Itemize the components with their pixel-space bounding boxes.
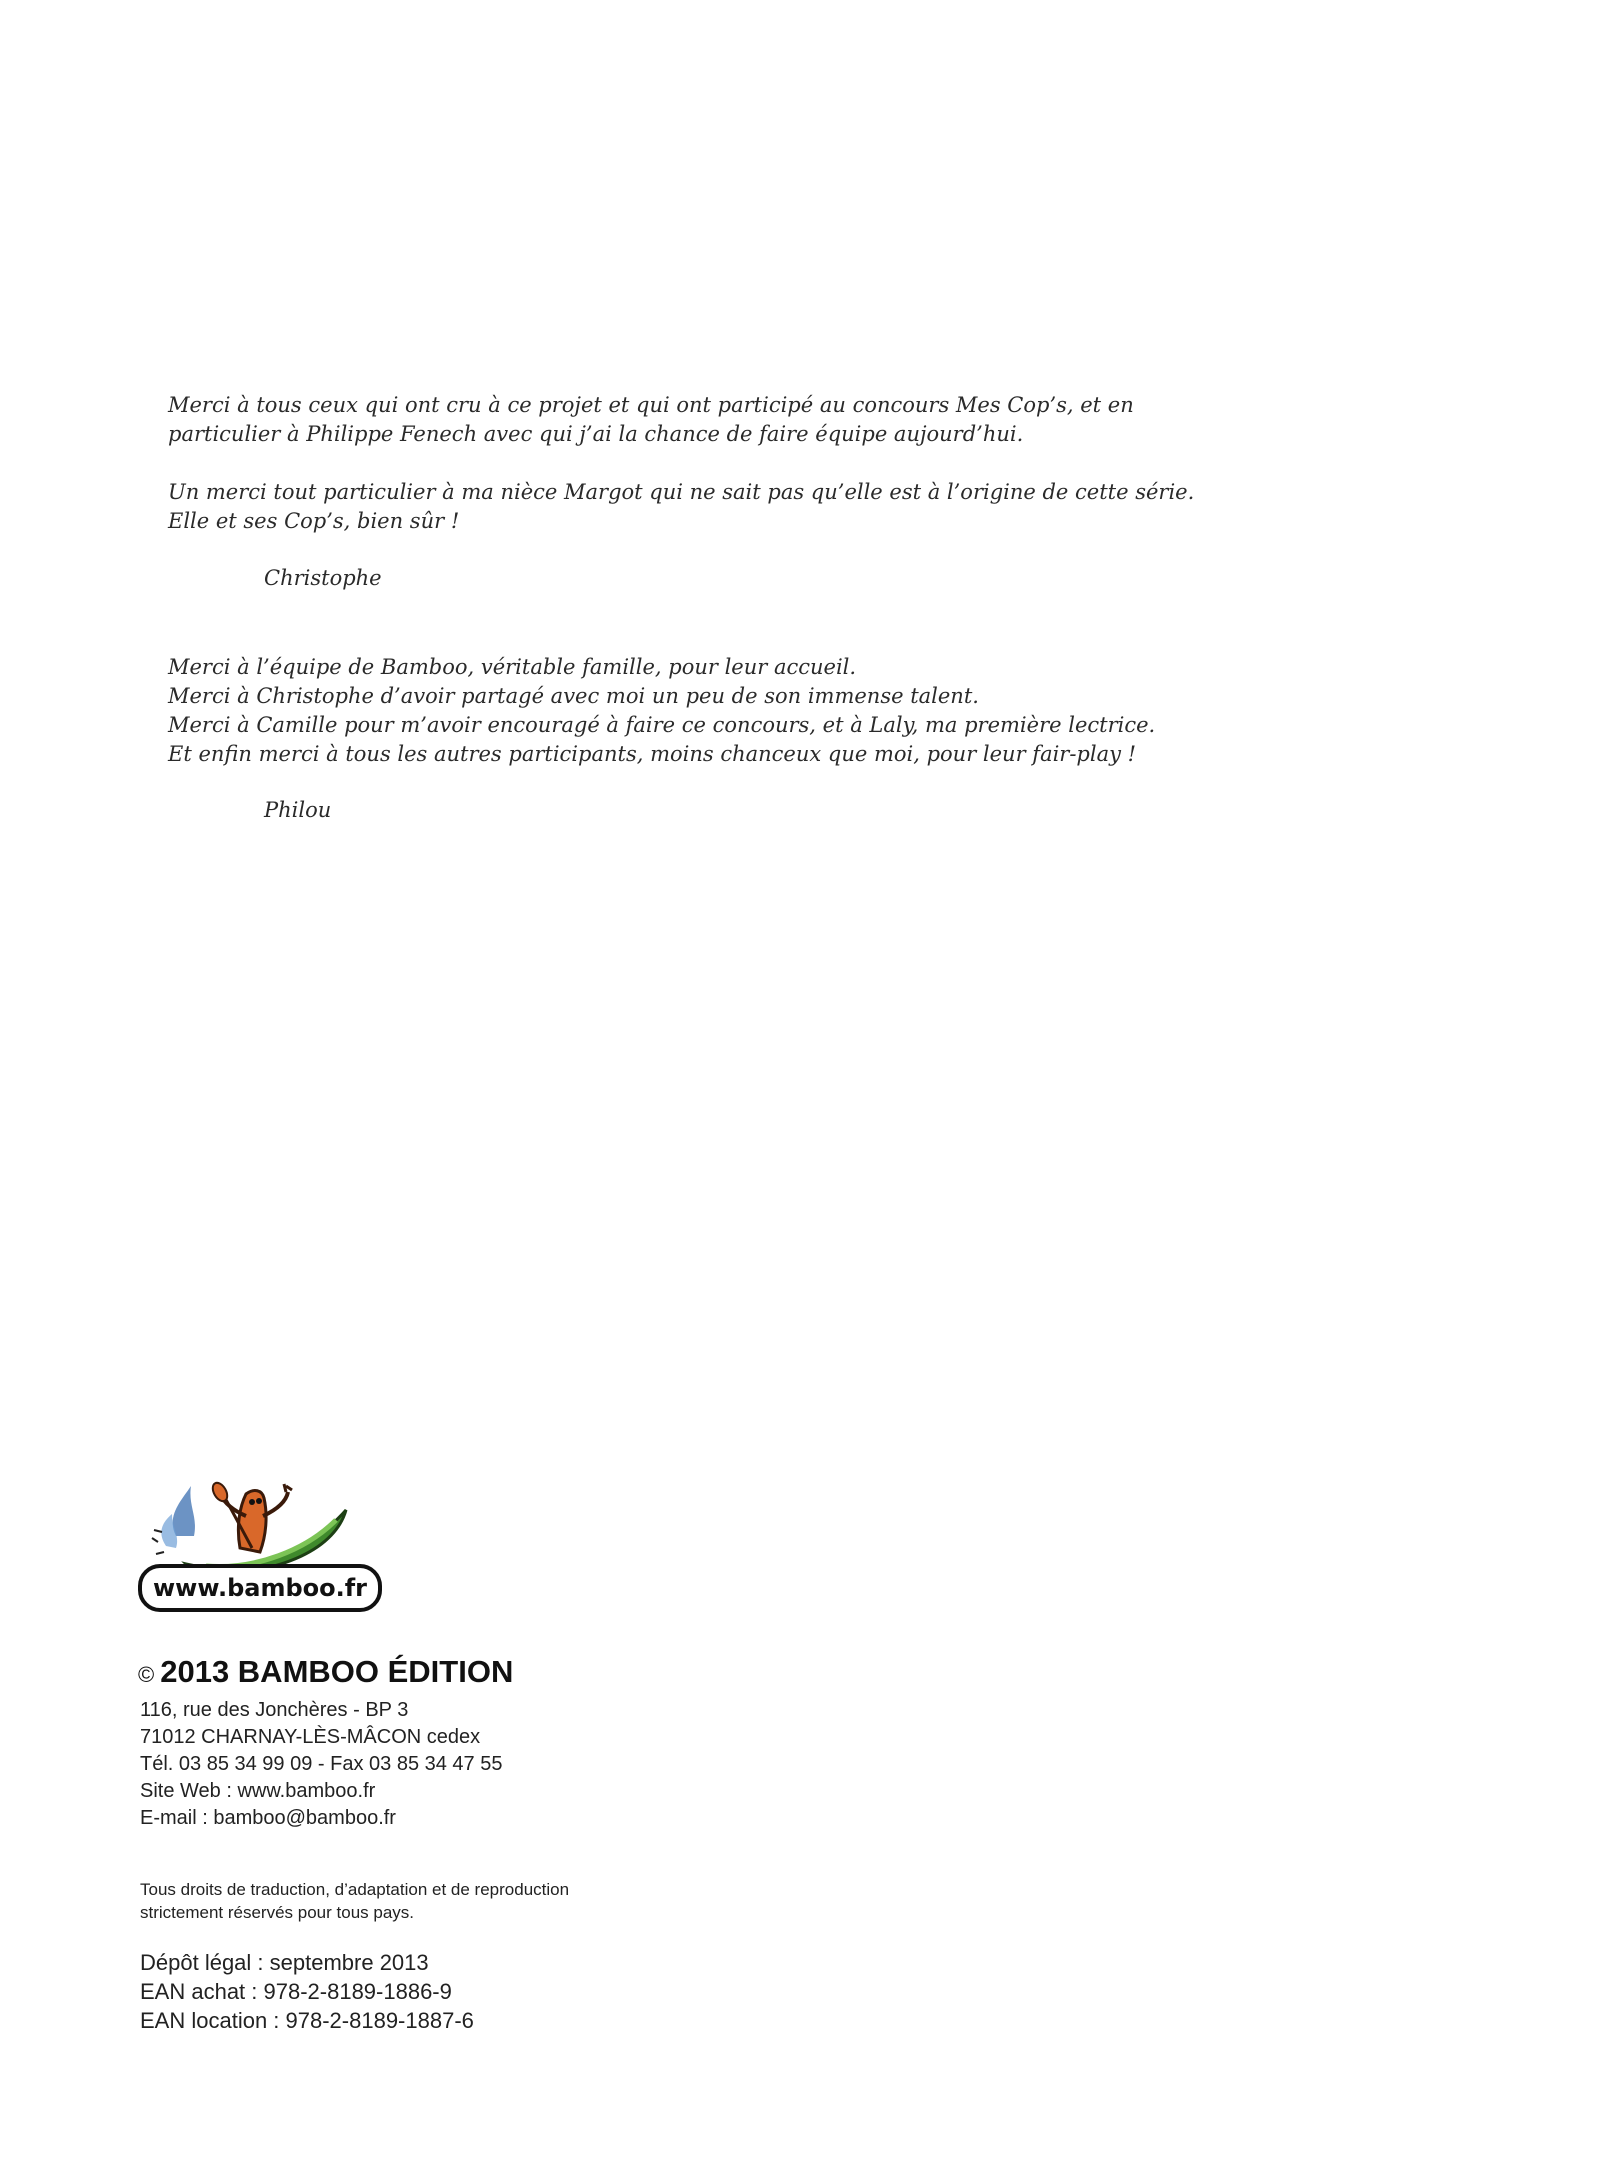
legal-info [140, 1948, 474, 2035]
copyright-line [138, 1654, 513, 1690]
ack-line: Et enfin merci à tous les autres participants, moins chanceux que moi, pour leur fair-play ! [168, 742, 1137, 766]
signature-philou: Philou [264, 798, 332, 822]
ack-line: Un merci tout particulier à ma nièce Margot qui ne sait pas qu’elle est à l’origine de cette série. [168, 480, 1195, 504]
ack-line: particulier à Philippe Fenech avec qui j’ai la chance de faire équipe aujourd’hui. [168, 422, 1024, 446]
copyright-text: 2013 BAMBOO ÉDITION [160, 1654, 514, 1689]
website-badge: www.bamboo.fr [138, 1564, 382, 1612]
address-line: 116, rue des Jonchères - BP 3 [140, 1699, 409, 1721]
ack-line: Merci à tous ceux qui ont cru à ce projet et qui ont participé au concours Mes Cop’s, et en [168, 393, 1134, 417]
signature-christophe: Christophe [264, 566, 382, 590]
address-line: E-mail : bamboo@bamboo.fr [140, 1807, 396, 1829]
rights-line: Tous droits de traduction, d’adaptation et de reproduction [140, 1880, 570, 1899]
legal-deposit: Dépôt légal : septembre 2013 [140, 1950, 429, 1975]
address-line: Tél. 03 85 34 99 09 - Fax 03 85 34 47 55 [140, 1753, 503, 1775]
ack-line: Elle et ses Cop’s, bien sûr ! [168, 509, 460, 533]
christophe-acknowledgement-2 [168, 478, 1194, 536]
publisher-address [140, 1697, 502, 1832]
rights-line: strictement réservés pour tous pays. [140, 1903, 415, 1922]
ean-rental: EAN location : 978-2-8189-1887-6 [140, 2008, 474, 2033]
ack-line: Merci à Christophe d’avoir partagé avec moi un peu de son immense talent. [168, 684, 979, 708]
rights-notice [140, 1878, 569, 1924]
ack-line: Merci à Camille pour m’avoir encouragé à faire ce concours, et à Laly, ma première lectrice. [168, 713, 1156, 737]
ean-purchase: EAN achat : 978-2-8189-1886-9 [140, 1979, 452, 2004]
address-line: Site Web : www.bamboo.fr [140, 1780, 376, 1802]
copyright-symbol: © [138, 1662, 155, 1687]
canoe-mascot-icon [136, 1476, 390, 1576]
christophe-acknowledgement [168, 391, 1134, 449]
philou-acknowledgement [168, 653, 1155, 769]
bamboo-logo [136, 1476, 390, 1618]
ack-line: Merci à l’équipe de Bamboo, véritable famille, pour leur accueil. [168, 655, 857, 679]
address-line: 71012 CHARNAY-LÈS-MÂCON cedex [140, 1726, 481, 1748]
